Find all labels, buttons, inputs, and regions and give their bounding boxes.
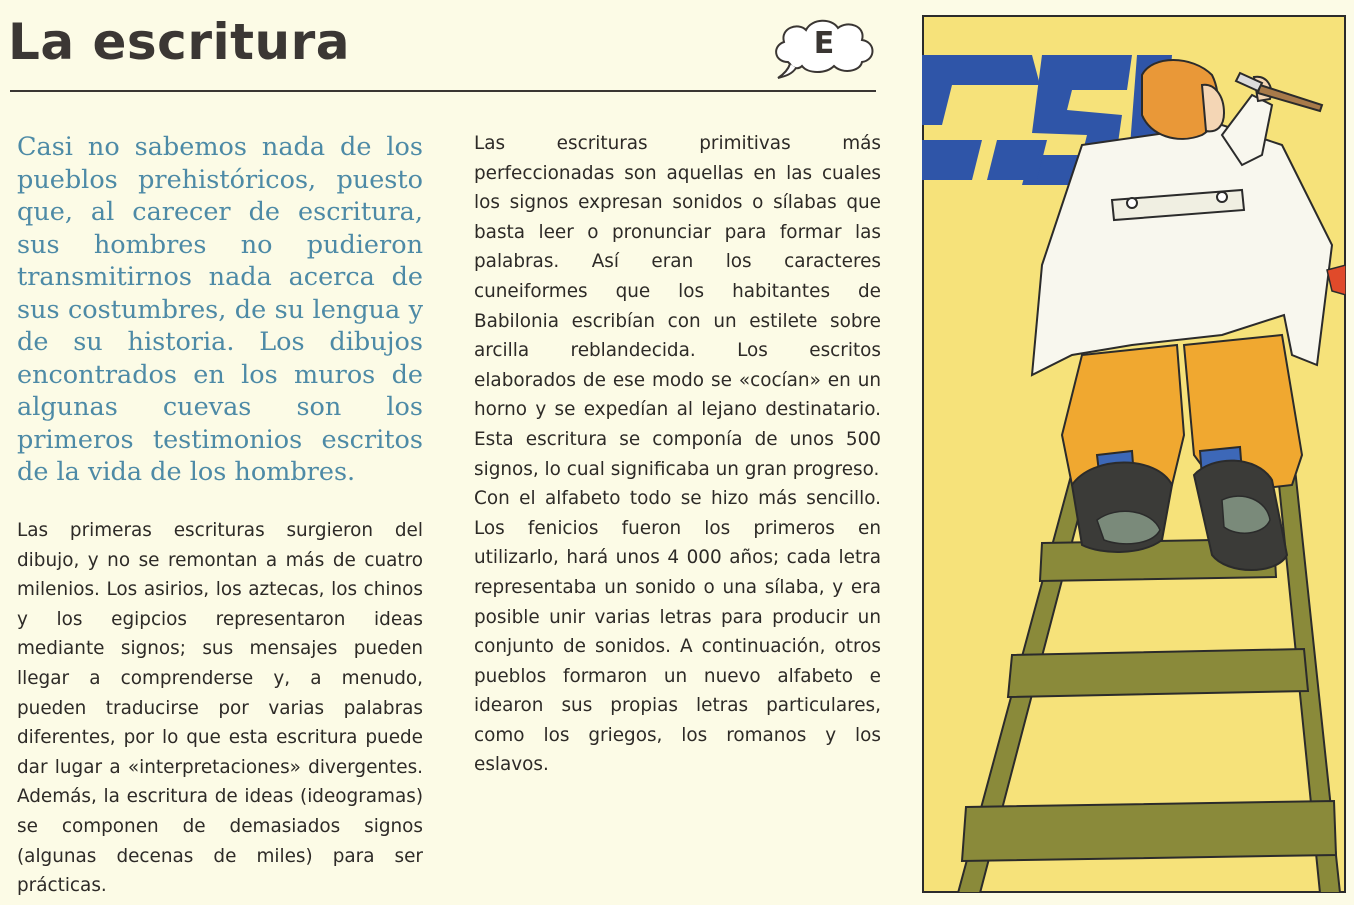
section-badge [768,14,880,84]
intro-paragraph [17,131,423,489]
painter-on-ladder-illustration [922,15,1346,893]
right-paragraph-2: Con el alfabeto todo se hizo más sencillo. Los fenicios fueron los primeros en utilizarlo, hará unos 4 000 años; cada letra representaba un sonido o una sílaba, y era posible unir varias letras para producir un conjunto de sonidos. A continuación, otros pueblos formaron un nuevo alfabeto e idearon sus propias letras particulares, como los griegos, los romanos y los eslavos. [474,488,881,776]
illustration-drawing [922,15,1346,893]
left-column [17,516,423,901]
left-paragraph: Las primeras escrituras surgieron del dibujo, y no se remontan a más de cuatro milenios. Los asirios, los aztecas, los chinos y los egipcios representaron ideas mediante signos; sus mensajes pueden llegar a comprenderse y, a menudo, pueden traducirse por varias palabras diferentes, por lo que esta escritura puede dar lugar a «interpretaciones» divergentes. Además, la escritura de ideas (ideogramas) se componen de demasiados signos (algunas decenas de miles) para ser prácticas. [17,520,423,897]
title-divider [10,90,876,92]
intro-text: Casi no sabemos nada de los pueblos prehistóricos, puesto que, al carecer de escritura, sus hombres no pudieron transmitirnos nada acerca de sus costumbres, de su lengua y de su historia. Los dibujos encontrados en los muros de algunas cuevas son los primeros testimonios escritos de la vida de los hombres. [17,132,423,487]
page-title: La escritura [8,13,351,71]
right-paragraph-1: Las escrituras primitivas más perfeccionadas son aquellas en las cuales los signos expresan sonidos o sílabas que basta leer o pronunciar para formar las palabras. Así eran los caracteres cuneiformes que los habitantes de Babilonia escribían con un estilete sobre arcilla reblandecida. Los escritos elaborados de ese modo se «cocían» en un horno y se expedían al lejano destinatario. Esta escritura se componía de unos 500 signos, lo cual significaba un gran progreso. [474,133,881,480]
badge-letter: E [813,26,835,61]
right-column [474,129,881,780]
